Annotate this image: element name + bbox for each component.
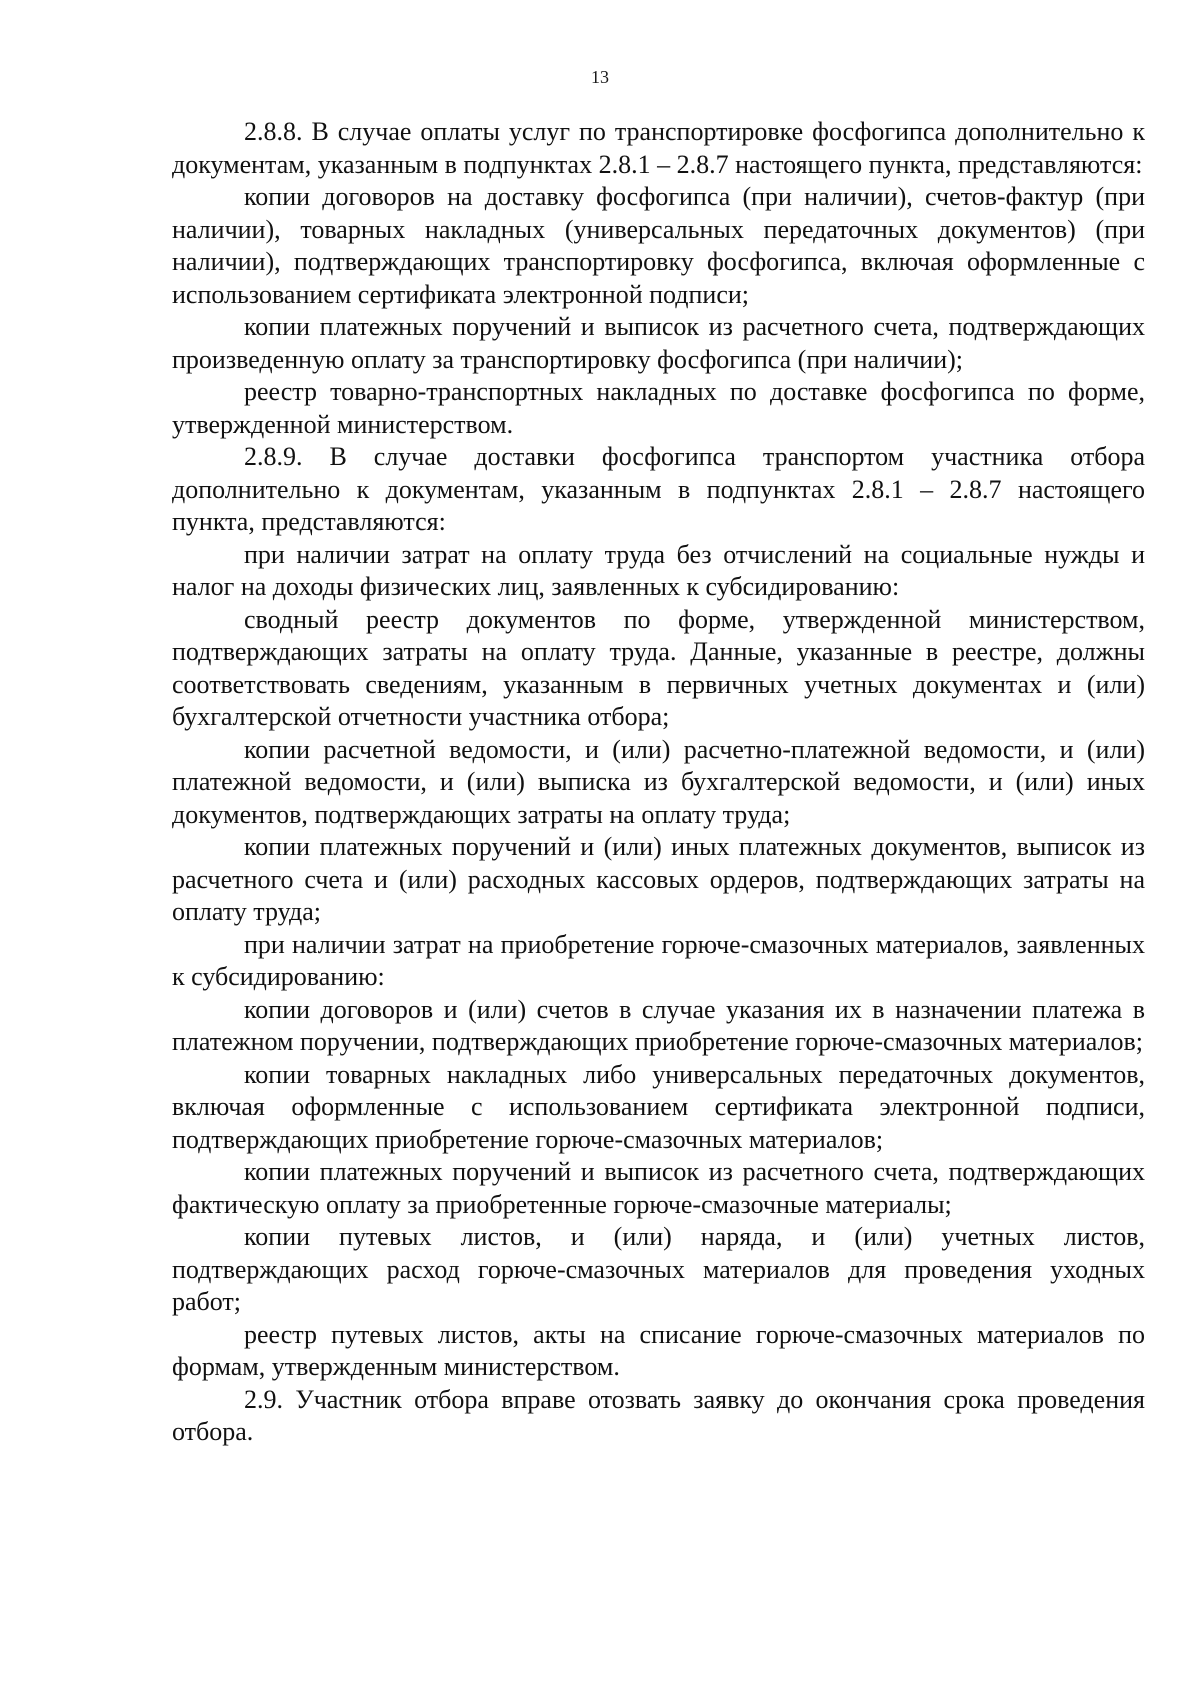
paragraph-2-8-8: 2.8.8. В случае оплаты услуг по транспортировке фосфогипса дополнительно к документам, указанным в подпунктах 2.8.1 – 2.8.7 настоящего пункта, представляются: xyxy=(172,117,1145,179)
paragraph-summary-registry: сводный реестр документов по форме, утвержденной министерством, подтверждающих затраты на оплату труда. Данные, указанные в реестре, должны соответствовать сведениям, указанным в первичных учетных документах и (или) бухгалтерской отчетности участника отбора; xyxy=(172,604,1145,731)
paragraph-waybill-acts: реестр путевых листов, акты на списание горюче-смазочных материалов по формам, утвержденным министерством. xyxy=(172,1319,1145,1381)
paragraph-2-9: 2.9. Участник отбора вправе отозвать заявку до окончания срока проведения отбора. xyxy=(172,1384,1145,1446)
paragraph-payroll-copies: копии расчетной ведомости, и (или) расчетно-платежной ведомости, и (или) платежной ведомости, и (или) выписка из бухгалтерской ведомости, и (или) иных документов, подтверждающих затраты на оплату труда; xyxy=(172,734,1145,829)
paragraph-fuel-invoices: копии товарных накладных либо универсальных передаточных документов, включая оформленные с использованием сертификата электронной подписи, подтверждающих приобретение горюче-смазочных материалов; xyxy=(172,1059,1145,1154)
paragraph-delivery-contracts: копии договоров на доставку фосфогипса (при наличии), счетов-фактур (при наличии), товарных накладных (универсальных передаточных документов) (при наличии), подтверждающих транспортировку фосфогипса, включая оформленные с использованием сертификата электронной подписи; xyxy=(172,182,1145,309)
paragraph-waybills: копии путевых листов, и (или) наряда, и (или) учетных листов, подтверждающих расход горюче-смазочных материалов для проведения уходных работ; xyxy=(172,1222,1145,1316)
paragraph-labor-costs-intro: при наличии затрат на оплату труда без отчислений на социальные нужды и налог на доходы физических лиц, заявленных к субсидированию: xyxy=(172,539,1145,601)
paragraph-payment-orders-labor: копии платежных поручений и (или) иных платежных документов, выписок из расчетного счета и (или) расходных кассовых ордеров, подтверждающих затраты на оплату труда; xyxy=(172,832,1145,926)
paragraph-fuel-contracts: копии договоров и (или) счетов в случае указания их в назначении платежа в платежном поручении, подтверждающих приобретение горюче-смазочных материалов; xyxy=(172,994,1145,1056)
page-number: 13 xyxy=(591,67,609,87)
paragraph-2-8-9: 2.8.9. В случае доставки фосфогипса транспортом участника отбора дополнительно к документам, указанным в подпунктах 2.8.1 – 2.8.7 настоящего пункта, представляются: xyxy=(172,442,1145,536)
paragraph-waybill-registry: реестр товарно-транспортных накладных по доставке фосфогипса по форме, утвержденной министерством. xyxy=(172,377,1145,439)
paragraph-fuel-payment-orders: копии платежных поручений и выписок из расчетного счета, подтверждающих фактическую оплату за приобретенные горюче-смазочные материалы; xyxy=(172,1157,1145,1219)
document-body xyxy=(172,116,1145,1449)
paragraph-fuel-costs-intro: при наличии затрат на приобретение горюче-смазочных материалов, заявленных к субсидированию: xyxy=(172,929,1145,991)
paragraph-payment-orders-transport: копии платежных поручений и выписок из расчетного счета, подтверждающих произведенную оплату за транспортировку фосфогипса (при наличии); xyxy=(172,312,1145,374)
